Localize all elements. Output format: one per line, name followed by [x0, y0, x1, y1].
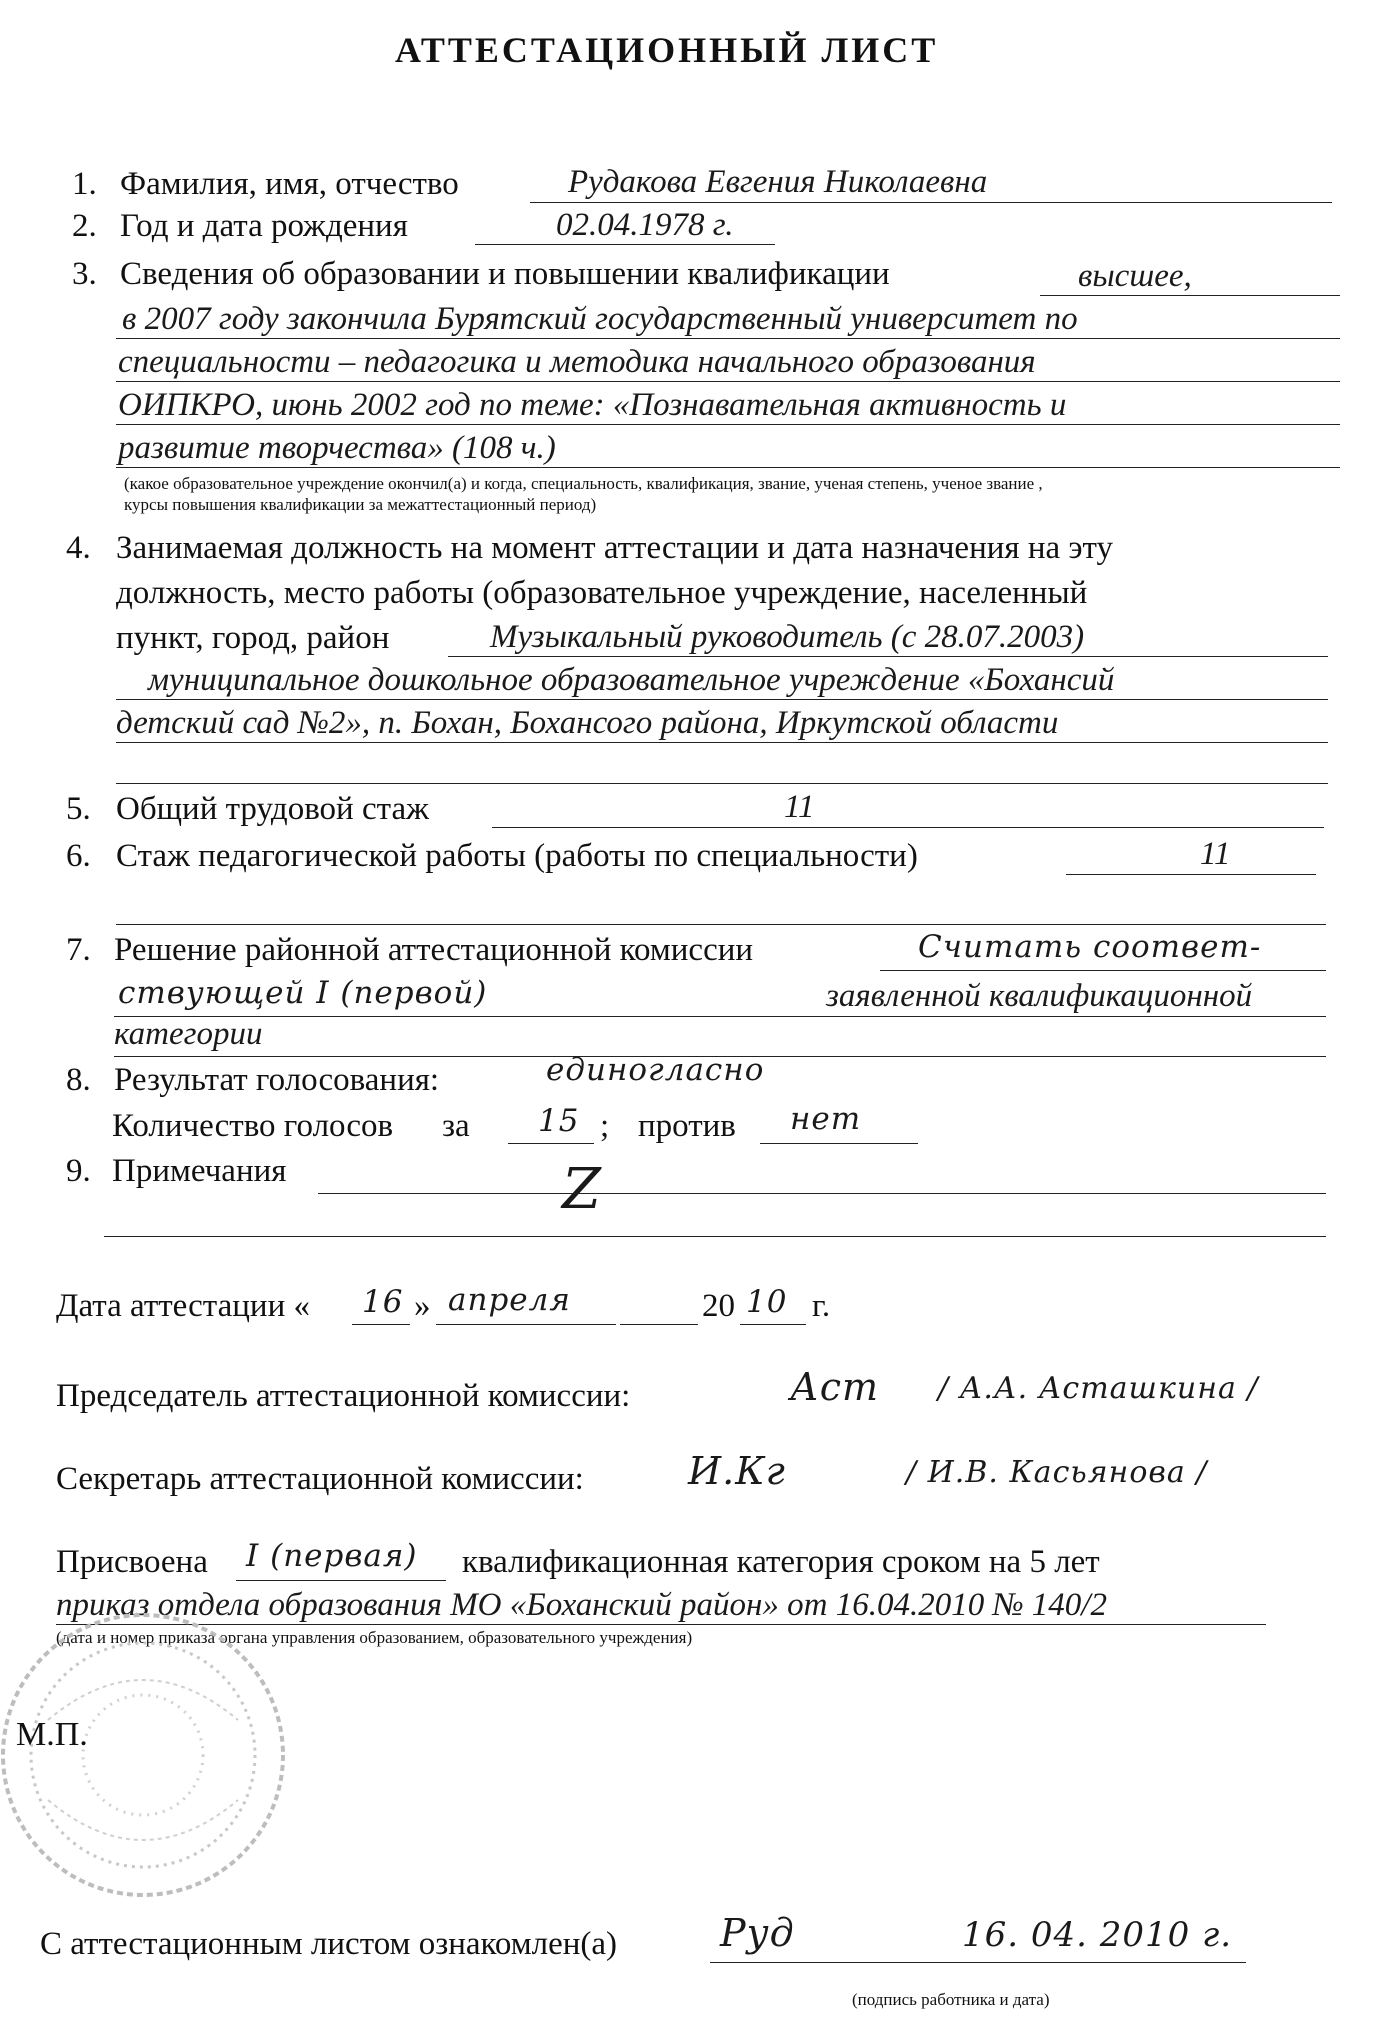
ped-experience-underline: [1066, 874, 1316, 875]
education-value-1: высшее,: [1078, 258, 1192, 294]
position-value-1: Музыкальный руководитель (с 28.07.2003): [490, 619, 1085, 655]
position-underline-2: [116, 699, 1328, 700]
decision-printed-2: заявленной квалификационной: [826, 978, 1253, 1014]
attestation-close-quote: »: [414, 1288, 431, 1324]
item-number-7: 7.: [66, 932, 91, 968]
ped-experience-underline-2: [116, 924, 1326, 925]
attestation-gap-underline: [620, 1324, 698, 1325]
attestation-year-unit: г.: [812, 1288, 831, 1324]
item-number-9: 9.: [66, 1153, 91, 1189]
secretary-label: Секретарь аттестационной комиссии:: [56, 1461, 584, 1497]
seal-stamp-image: [0, 1600, 298, 1910]
education-value-2: в 2007 году закончила Бурятский государственный университет по: [122, 301, 1078, 337]
vote-label: Результат голосования:: [114, 1062, 440, 1098]
notes-label: Примечания: [112, 1153, 287, 1189]
total-experience-value: 11: [784, 789, 815, 825]
notes-dash-mark: Z: [562, 1157, 602, 1222]
secretary-name: / И.В. Касьянова /: [906, 1455, 1208, 1490]
notes-underline-2: [104, 1236, 1326, 1237]
position-underline-3: [116, 742, 1328, 743]
decision-handwritten-1: Считать соответ-: [918, 929, 1262, 965]
item-number-4: 4.: [66, 530, 91, 566]
ped-experience-value: 11: [1200, 836, 1231, 872]
item-number-5: 5.: [66, 791, 91, 827]
education-value-5: развитие творчества» (108 ч.): [118, 430, 556, 466]
education-underline-0: [1040, 295, 1340, 296]
assignment-label-1: Присвоена: [56, 1544, 208, 1580]
decision-underline-1: [880, 970, 1326, 971]
chairman-name: / А.А. Асташкина /: [938, 1371, 1259, 1406]
birth-value: 02.04.1978 г.: [556, 207, 734, 243]
total-experience-underline: [492, 827, 1324, 828]
acquaintance-underline: [710, 1962, 1246, 1963]
employee-signature: Руд: [720, 1911, 795, 1955]
education-underline-4: [116, 467, 1340, 468]
votes-for-label: за: [442, 1108, 470, 1144]
position-underline-1: [448, 656, 1328, 657]
position-underline-4: [116, 783, 1328, 784]
attestation-day-underline: [352, 1324, 410, 1325]
position-value-2: муниципальное дошкольное образовательное учреждение «Бохансий: [148, 662, 1115, 698]
decision-label: Решение районной аттестационной комиссии: [114, 932, 754, 968]
votes-for-value: 15: [538, 1103, 580, 1139]
ped-experience-label: Стаж педагогической работы (работы по специальности): [116, 838, 918, 874]
fio-label: Фамилия, имя, отчество: [120, 166, 459, 202]
item-number-1: 1.: [72, 166, 97, 202]
chairman-signature: Аст: [790, 1365, 880, 1409]
attestation-year-suffix: 10: [746, 1284, 788, 1320]
position-value-3: детский сад №2», п. Бохан, Бохансого района, Иркутской области: [116, 705, 1059, 741]
votes-for-underline: [508, 1143, 594, 1144]
education-hint-1: (какое образовательное учреждение окончил(а) и когда, специальность, квалификация, звание, ученая степень, ученое звание ,: [124, 474, 1043, 493]
education-label: Сведения об образовании и повышении квалификации: [120, 256, 890, 292]
assignment-category-underline: [236, 1580, 446, 1581]
chairman-label: Председатель аттестационной комиссии:: [56, 1378, 631, 1414]
assignment-category: I (первая): [246, 1538, 418, 1574]
fio-value: Рудакова Евгения Николаевна: [568, 164, 988, 200]
birth-label: Год и дата рождения: [120, 208, 408, 244]
item-number-3: 3.: [72, 256, 97, 292]
position-label-2: должность, место работы (образовательное учреждение, населенный: [116, 575, 1088, 611]
decision-printed-3: категории: [114, 1016, 263, 1052]
attestation-year-underline: [740, 1324, 806, 1325]
education-value-3: специальности – педагогика и методика начального образования: [118, 344, 1036, 380]
attestation-day: 16: [362, 1284, 404, 1320]
attestation-year-prefix: 20: [702, 1288, 735, 1324]
acquaintance-hint: (подпись работника и дата): [852, 1990, 1050, 2009]
votes-against-underline: [760, 1143, 918, 1144]
item-number-8: 8.: [66, 1062, 91, 1098]
votes-count-label: Количество голосов: [112, 1108, 394, 1144]
attestation-month: апреля: [448, 1282, 571, 1318]
acquaintance-label: С аттестационным листом ознакомлен(а): [40, 1926, 618, 1962]
attestation-date-label: Дата аттестации «: [56, 1288, 310, 1324]
birth-underline: [475, 244, 775, 245]
votes-against-label: против: [638, 1108, 736, 1144]
notes-underline-1: [318, 1193, 1326, 1194]
total-experience-label: Общий трудовой стаж: [116, 791, 429, 827]
fio-underline: [530, 202, 1332, 203]
stamp-place-label: М.П.: [16, 1716, 88, 1753]
item-number-6: 6.: [66, 838, 91, 874]
education-value-4: ОИПКРО, июнь 2002 год по теме: «Познавательная активность и: [118, 387, 1067, 423]
education-underline-3: [116, 424, 1340, 425]
votes-against-value: нет: [790, 1101, 862, 1137]
assignment-order: приказ отдела образования МО «Боханский район» от 16.04.2010 № 140/2: [56, 1587, 1107, 1623]
education-underline-1: [116, 338, 1340, 339]
secretary-signature: И.Кг: [688, 1449, 786, 1493]
education-underline-2: [116, 381, 1340, 382]
decision-handwritten-2: ствующей I (первой): [118, 975, 488, 1011]
position-label-3: пункт, город, район: [116, 620, 390, 656]
document-title: АТТЕСТАЦИОННЫЙ ЛИСТ: [395, 30, 939, 70]
acquaintance-date: 16. 04. 2010 г.: [962, 1915, 1233, 1955]
assignment-order-hint: (дата и номер приказа органа управления образованием, образовательного учреждения): [56, 1628, 693, 1647]
education-hint-2: курсы повышения квалификации за межаттестационный период): [124, 495, 597, 514]
decision-underline-2: [114, 1016, 1326, 1017]
assignment-label-2: квалификационная категория сроком на 5 лет: [462, 1544, 1100, 1580]
position-label-1: Занимаемая должность на момент аттестации и дата назначения на эту: [116, 530, 1114, 566]
votes-semicolon: ;: [600, 1108, 610, 1144]
attestation-month-underline: [436, 1324, 616, 1325]
vote-value: единогласно: [546, 1052, 765, 1088]
item-number-2: 2.: [72, 208, 97, 244]
